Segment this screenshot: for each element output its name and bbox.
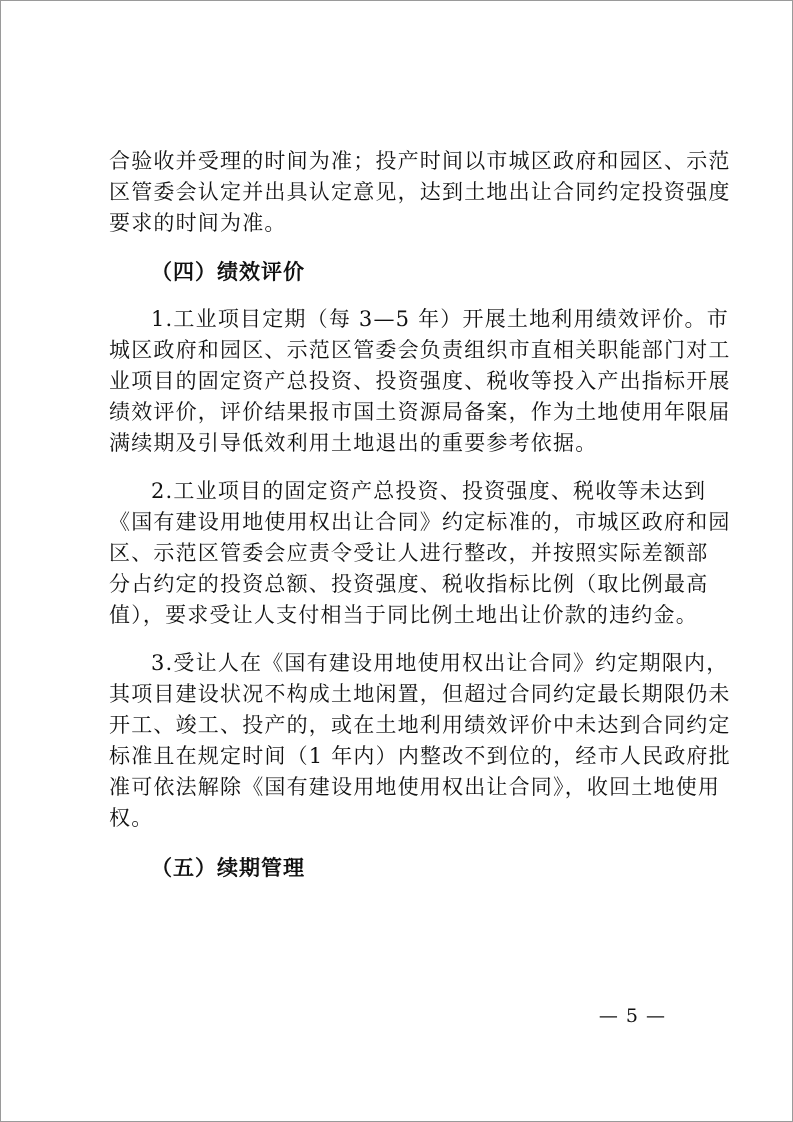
- body-text-line: 区管委会认定并出具认定意见，达到土地出让合同约定投资强度: [109, 180, 731, 204]
- paragraph-3-line: 3.受让人在《国有建设用地使用权出让合同》约定期限内，: [151, 651, 729, 675]
- paragraph-2-line: 值），要求受让人支付相当于同比例土地出让价款的违约金。: [109, 603, 698, 627]
- paragraph-3-line: 权。: [109, 806, 154, 830]
- paragraph-3-line: 准可依法解除《国有建设用地使用权出让合同》，收回土地使用: [109, 775, 721, 799]
- paragraph-1-line: 满续期及引导低效利用土地退出的重要参考依据。: [109, 431, 598, 455]
- paragraph-1-line: 城区政府和园区、示范区管委会负责组织市直相关职能部门对工: [109, 338, 731, 362]
- body-text-line: 要求的时间为准。: [109, 211, 287, 235]
- paragraph-1-line: 绩效评价，评价结果报市国土资源局备案，作为土地使用年限届: [109, 400, 731, 424]
- paragraph-1-line: 业项目的固定资产总投资、投资强度、税收等投入产出指标开展: [109, 369, 731, 393]
- section-heading-renewal-management: （五）续期管理: [151, 855, 305, 880]
- document-body: [109, 146, 731, 883]
- paragraph-2-line: 2.工业项目的固定资产总投资、投资强度、税收等未达到: [151, 479, 707, 503]
- paragraph-2-line: 区、示范区管委会应责令受让人进行整改，并按照实际差额部: [109, 541, 709, 565]
- body-text-line: 合验收并受理的时间为准；投产时间以市城区政府和园区、示范: [109, 149, 731, 173]
- paragraph-3-line: 标准且在规定时间（1 年内）内整改不到位的，经市人民政府批: [109, 744, 731, 768]
- page-number: — 5 —: [598, 1005, 666, 1027]
- paragraph-3-line: 其项目建设状况不构成土地闲置，但超过合同约定最长期限仍未: [109, 682, 731, 706]
- paragraph-1-line: 1.工业项目定期（每 3—5 年）开展土地利用绩效评价。市: [151, 307, 729, 331]
- section-heading-performance-evaluation: （四）绩效评价: [151, 259, 305, 284]
- paragraph-3-line: 开工、竣工、投产的，或在土地利用绩效评价中未达到合同约定: [109, 713, 731, 737]
- paragraph-2-line: 分占约定的投资总额、投资强度、税收指标比例（取比例最高: [109, 572, 709, 596]
- paragraph-2-line: 《国有建设用地使用权出让合同》约定标准的，市城区政府和园: [109, 510, 731, 534]
